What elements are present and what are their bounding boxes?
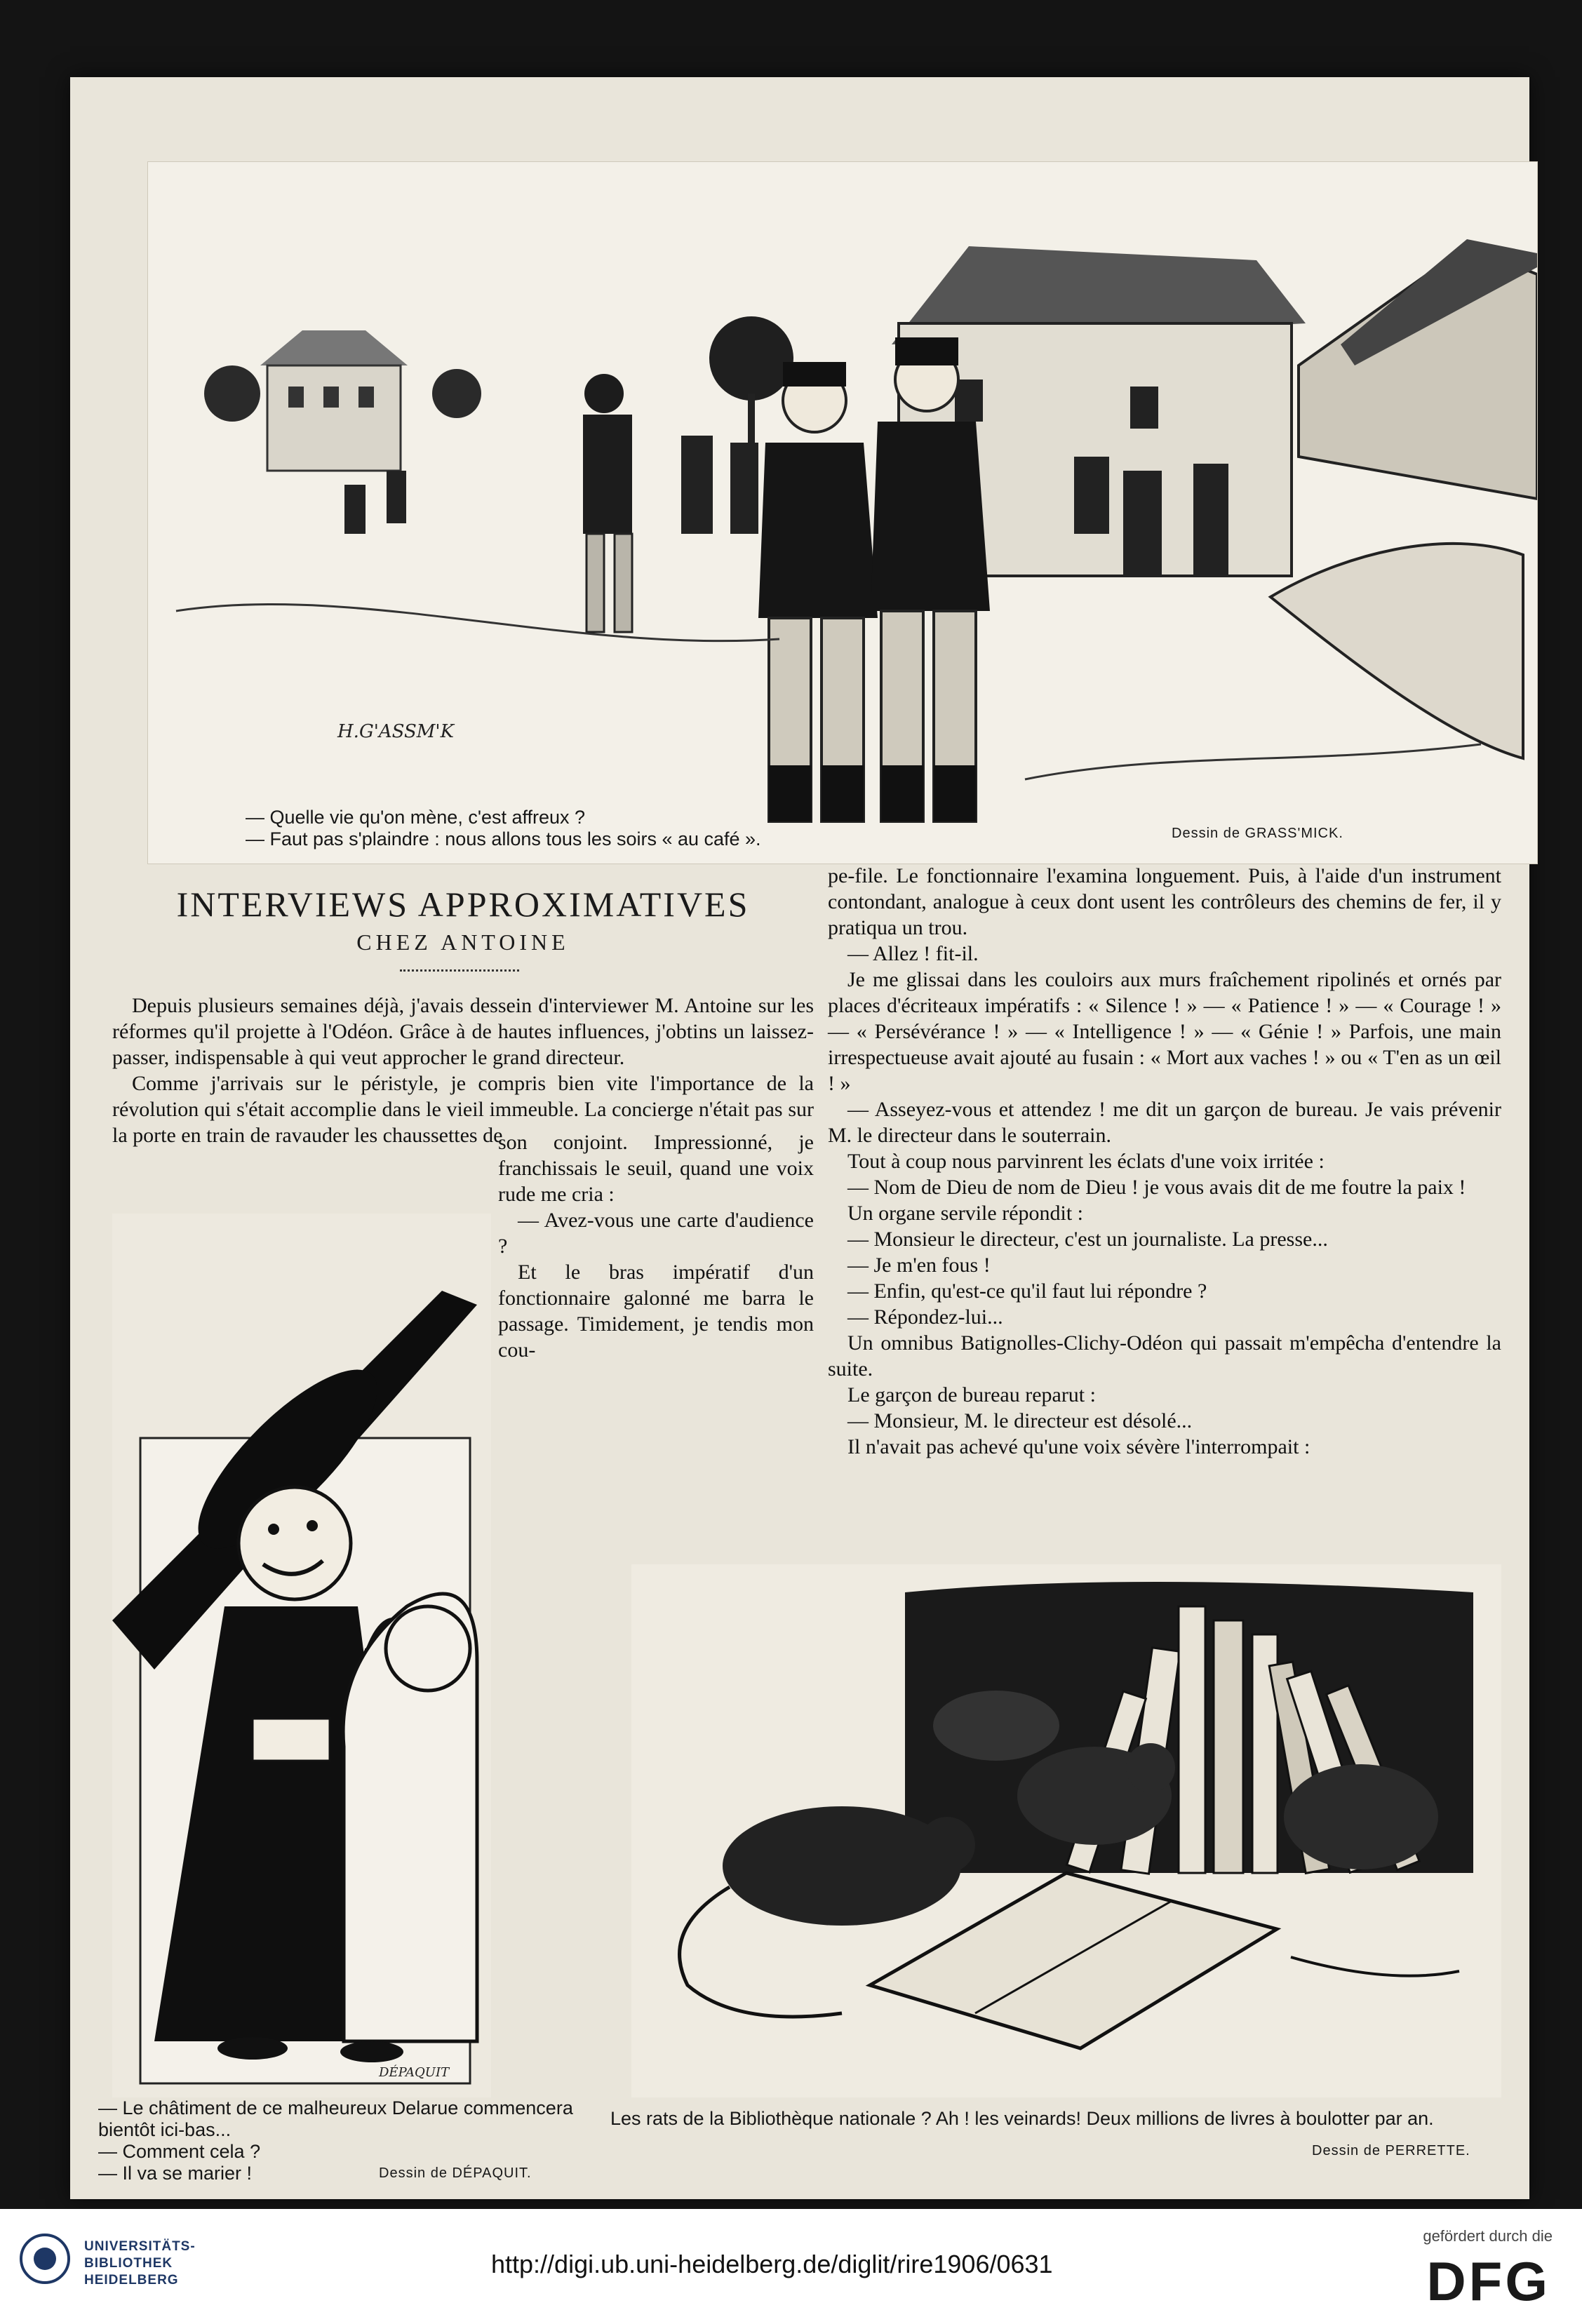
paragraph: Et le bras impératif d'un fonctionnaire galonné me barra le passage. Timidement, je tendis mon cou- xyxy=(498,1261,814,1362)
left-column-wide-text xyxy=(112,993,814,1148)
top-caption xyxy=(246,807,947,850)
newspaper-page xyxy=(70,77,1529,2199)
paragraph: — Nom de Dieu de nom de Dieu ! je vous avais dit de me foutre la paix ! xyxy=(847,1176,1466,1199)
left-caption-line-1: — Le châtiment de ce malheureux Delarue commencera bientôt ici-bas... xyxy=(98,2097,573,2140)
source-url-link[interactable]: http://digi.ub.uni-heidelberg.de/diglit/rire1906/0631 xyxy=(491,2250,1053,2278)
paragraph: — Monsieur, M. le directeur est désolé... xyxy=(847,1409,1193,1432)
dfg-logo: DFG xyxy=(1426,2250,1550,2312)
paragraph: Il n'avait pas achevé qu'une voix sévère l'interrompait : xyxy=(847,1435,1310,1458)
paragraph: — Répondez-lui... xyxy=(847,1305,1003,1329)
library-line-3: HEIDELBERG xyxy=(84,2273,179,2288)
paragraph: son conjoint. Impressionné, je franchissais le seuil, quand une voix rude me cria : xyxy=(498,1131,814,1206)
paragraph: — Asseyez-vous et attendez ! me dit un garçon de bureau. Je vais prévenir M. le directeur dans le souterrain. xyxy=(828,1098,1501,1147)
top-illustration-signature: H.G'ASSM'K xyxy=(337,721,454,742)
left-credit: Dessin de DÉPAQUIT. xyxy=(379,2165,532,2181)
left-illustration-signature: DÉPAQUIT xyxy=(379,2065,450,2080)
library-line-1: UNIVERSITÄTS- xyxy=(84,2239,196,2254)
priest-caricature-drawing xyxy=(112,1214,491,2097)
paragraph: — Allez ! fit-il. xyxy=(847,942,979,965)
title-ornament xyxy=(400,967,519,972)
right-column-text xyxy=(828,863,1501,1460)
left-caption-line-3: — Il va se marier ! xyxy=(98,2163,253,2184)
left-illustration xyxy=(112,1214,491,2097)
right-credit: Dessin de PERRETTE. xyxy=(1312,2143,1470,2158)
village-soldiers-drawing xyxy=(148,162,1537,864)
right-caption: Les rats de la Bibliothèque nationale ? Ah ! les veinards! Deux millions de livres à boulotter par an. xyxy=(610,2108,1434,2129)
funding-note: gefördert durch die xyxy=(1423,2227,1553,2245)
paragraph: Un omnibus Batignolles-Clichy-Odéon qui passait m'empêcha d'entendre la suite. xyxy=(828,1331,1501,1381)
paragraph: Je me glissai dans les couloirs aux murs fraîchement ripolinés et ornés par places d'écriteaux impératifs : « Silence ! » — « Patience ! » — « Courage ! » — « Persévérance ! » — « Intelligence ! » — « Génie ! » Parfois, une main irrespectueuse avait ajouté au fusain : « Mort aux vaches ! » ou « T'en as un œil ! » xyxy=(828,968,1501,1095)
top-credit: Dessin de GRASS'MICK. xyxy=(1172,826,1343,841)
article-title: INTERVIEWS APPROXIMATIVES xyxy=(176,885,750,924)
left-column-narrow-text xyxy=(498,1129,814,1363)
paragraph: Un organe servile répondit : xyxy=(847,1202,1084,1225)
right-illustration xyxy=(631,1564,1501,2097)
paragraph: — Je m'en fous ! xyxy=(847,1254,991,1277)
paragraph: Le garçon de bureau reparut : xyxy=(847,1383,1096,1406)
top-illustration xyxy=(147,161,1538,864)
paragraph: — Enfin, qu'est-ce qu'il faut lui répondre ? xyxy=(847,1279,1207,1303)
left-caption-line-2: — Comment cela ? xyxy=(98,2141,261,2162)
paragraph: Depuis plusieurs semaines déjà, j'avais dessein d'interviewer M. Antoine sur les réformes qu'il projette à l'Odéon. Grâce à de hautes influences, j'obtins un laissez-passer, indispensable à qui veut approcher le grand directeur. xyxy=(112,994,814,1069)
top-caption-line-2: — Faut pas s'plaindre : nous allons tous les soirs « au café ». xyxy=(246,828,761,849)
paragraph: Comme j'arrivais sur le péristyle, je compris bien vite l'importance de la révolution qui s'était accomplie dans le vieil immeuble. La concierge n'était pas sur la porte en train de ravauder les chaussettes de xyxy=(112,1072,814,1147)
paragraph: — Monsieur le directeur, c'est un journaliste. La presse... xyxy=(847,1228,1328,1251)
university-seal-icon xyxy=(20,2234,70,2284)
paragraph: — Avez-vous une carte d'audience ? xyxy=(498,1209,814,1258)
paragraph: Tout à coup nous parvinrent les éclats d'une voix irritée : xyxy=(847,1150,1325,1173)
library-logo-text xyxy=(84,2238,196,2289)
library-line-2: BIBLIOTHEK xyxy=(84,2256,173,2271)
paragraph: pe-file. Le fonctionnaire l'examina longuement. Puis, à l'aide d'un instrument contondant, analogue à ceux dont usent les contrôleurs des chemins de fer, il y pratiqua un trou. xyxy=(828,864,1501,939)
top-caption-line-1: — Quelle vie qu'on mène, c'est affreux ? xyxy=(246,807,586,828)
digitization-footer xyxy=(0,2209,1582,2324)
article-subtitle: CHEZ ANTOINE xyxy=(356,929,570,955)
rats-books-drawing xyxy=(631,1564,1501,2097)
